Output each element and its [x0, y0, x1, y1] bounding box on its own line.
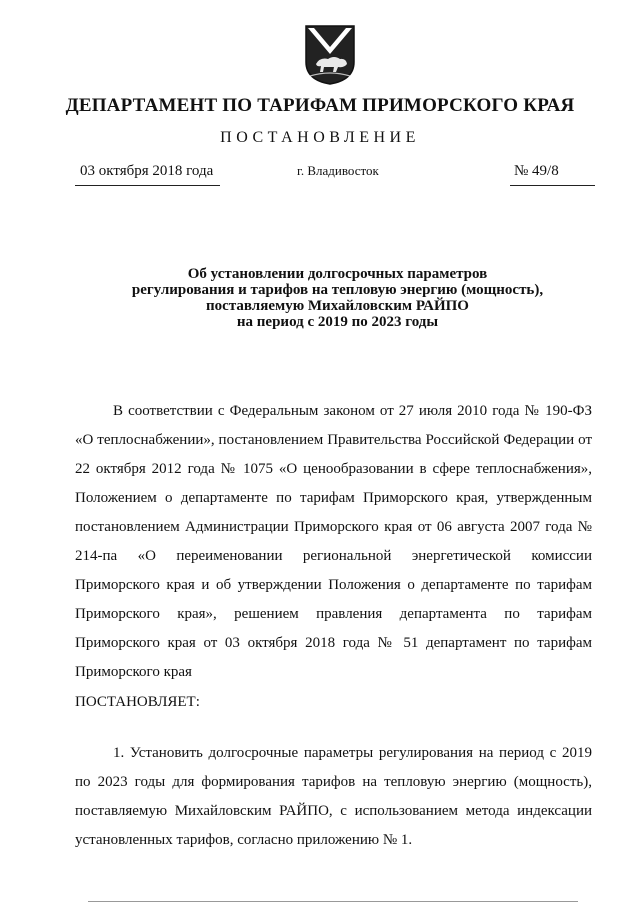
number-underline: [510, 185, 595, 186]
document-city: г. Владивосток: [297, 163, 379, 178]
preamble-paragraph: В соответствии с Федеральным законом от 27 июля 2010 года № 190-ФЗ «О теплоснабжении», постановлением Правительства Российской Федерации от 22 октября 2012 года № 1075 «О ценообразовании в сфере теплоснабжения», Положением о департаменте по тарифам Приморского края, утвержденным постановлением Администрации Приморского края от 06 августа 2007 года № 214-па «О переименовании региональной энергетической комиссии Приморского края и об утверждении Положения о департаменте по тарифам Приморского края», решением правления департамента по тарифам Приморского края от 03 октября 2018 года № 51 департамент по тарифам Приморского края: [75, 403, 592, 680]
date-underline: [75, 185, 220, 186]
document-subject: [80, 266, 595, 330]
document-date: 03 октября 2018 года: [80, 163, 214, 179]
department-title: ДЕПАРТАМЕНТ ПО ТАРИФАМ ПРИМОРСКОГО КРАЯ: [65, 95, 575, 116]
item-1-paragraph: 1. Установить долгосрочные параметры регулирования на период с 2019 по 2023 годы для формирования тарифов на тепловую энергию (мощность), поставляемую Михайловским РАЙПО, с использованием метода индексации установленных тарифов, согласно приложению № 1.: [75, 745, 592, 848]
resolves-heading: ПОСТАНОВЛЯЕТ:: [75, 694, 200, 710]
document-type: ПОСТАНОВЛЕНИЕ: [220, 129, 420, 146]
coat-of-arms-icon: [304, 24, 356, 86]
document-number: № 49/8: [514, 163, 559, 179]
subject-line: регулирования и тарифов на тепловую энергию (мощность),: [131, 282, 544, 298]
page-bottom-rule: [88, 901, 578, 902]
subject-line: на период с 2019 по 2023 годы: [236, 314, 439, 330]
subject-line: Об установлении долгосрочных параметров: [187, 266, 488, 282]
subject-line: поставляемую Михайловским РАЙПО: [206, 298, 469, 314]
